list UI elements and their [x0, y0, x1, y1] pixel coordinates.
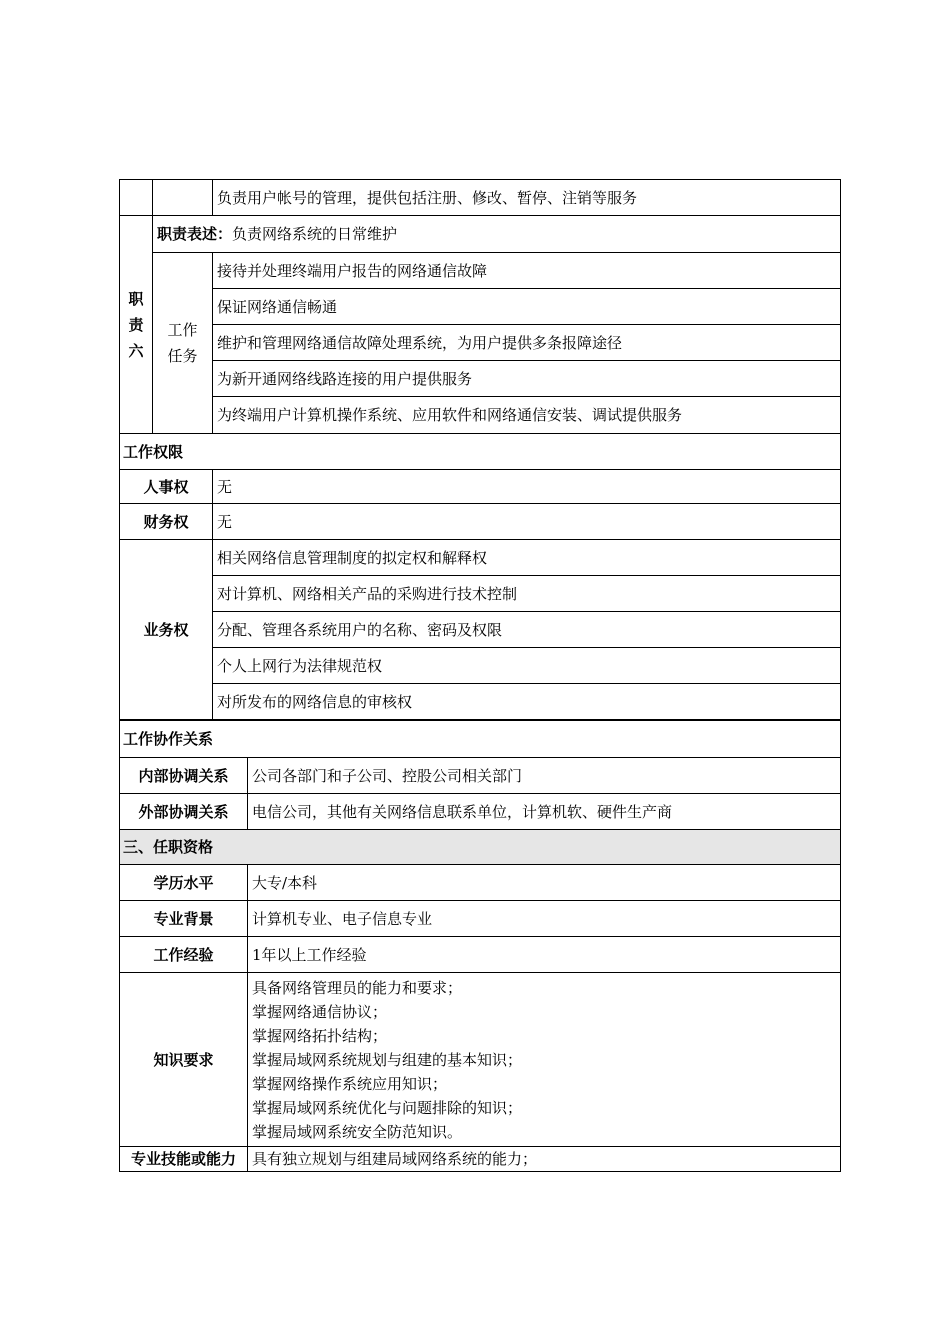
- internal-relations-value: 公司各部门和子公司、控股公司相关部门: [248, 758, 841, 794]
- qualifications-table: [119, 829, 841, 1172]
- duty-statement-label: 职责表述：: [157, 225, 233, 243]
- duty-six-table: [119, 179, 841, 434]
- internal-relations-label: 内部协调关系: [120, 758, 248, 794]
- skills-value: 具有独立规划与组建局域网络系统的能力；: [248, 1147, 841, 1172]
- work-task-5: 为终端用户计算机操作系统、应用软件和网络通信安装、调试提供服务: [213, 397, 841, 434]
- knowledge-label: 知识要求: [120, 973, 248, 1147]
- work-task-3: 维护和管理网络通信故障处理系统，为用户提供多条报障途径: [213, 325, 841, 361]
- business-authority-item-2: 对计算机、网络相关产品的采购进行技术控制: [213, 576, 841, 612]
- authority-table: [119, 433, 841, 720]
- duty-statement: [153, 216, 841, 253]
- external-relations-value: 电信公司，其他有关网络信息联系单位，计算机软、硬件生产商: [248, 794, 841, 830]
- duty-prev-sub-cell: [153, 180, 213, 216]
- duty-six-char-1: 职: [128, 289, 144, 308]
- experience-label: 工作经验: [120, 937, 248, 973]
- knowledge-item-6: 掌握局域网系统优化与问题排除的知识；: [252, 1098, 523, 1117]
- work-task-1: 接待并处理终端用户报告的网络通信故障: [213, 253, 841, 289]
- duty-prev-label-cell: [120, 180, 153, 216]
- work-task-label-line-2: 任务: [167, 347, 198, 365]
- finance-authority-label: 财务权: [120, 504, 213, 540]
- major-value: 计算机专业、电子信息专业: [248, 901, 841, 937]
- knowledge-item-1: 具备网络管理员的能力和要求；: [252, 978, 463, 997]
- qualifications-title: 三、任职资格: [120, 830, 841, 865]
- duty-six-char-3: 六: [128, 341, 144, 360]
- business-authority-label: 业务权: [120, 540, 213, 720]
- relations-table: [119, 720, 841, 830]
- work-task-label-line-1: 工作: [167, 321, 198, 339]
- business-authority-item-4: 个人上网行为法律规范权: [213, 648, 841, 684]
- work-task-label: [153, 253, 213, 434]
- authority-title: 工作权限: [120, 434, 841, 470]
- duty-six-label: [120, 216, 153, 434]
- knowledge-list: [248, 973, 841, 1147]
- business-authority-item-3: 分配、管理各系统用户的名称、密码及权限: [213, 612, 841, 648]
- duty-six-char-2: 责: [128, 315, 144, 334]
- business-authority-item-1: 相关网络信息管理制度的拟定权和解释权: [213, 540, 841, 576]
- education-value: 大专/本科: [248, 865, 841, 901]
- knowledge-item-2: 掌握网络通信协议；: [252, 1002, 388, 1021]
- knowledge-item-3: 掌握网络拓扑结构；: [252, 1026, 388, 1045]
- work-task-2: 保证网络通信畅通: [213, 289, 841, 325]
- education-label: 学历水平: [120, 865, 248, 901]
- personnel-authority-value: 无: [213, 470, 841, 504]
- knowledge-item-5: 掌握网络操作系统应用知识；: [252, 1074, 448, 1093]
- duty-prev-task: 负责用户帐号的管理，提供包括注册、修改、暂停、注销等服务: [213, 180, 841, 216]
- knowledge-item-4: 掌握局域网系统规划与组建的基本知识；: [252, 1050, 523, 1069]
- experience-value: 1年以上工作经验: [248, 937, 841, 973]
- skills-label: 专业技能或能力: [120, 1147, 248, 1172]
- knowledge-item-7: 掌握局域网系统安全防范知识。: [252, 1122, 463, 1141]
- relations-title: 工作协作关系: [120, 721, 841, 758]
- duty-statement-text: 负责网络系统的日常维护: [232, 225, 398, 243]
- finance-authority-value: 无: [213, 504, 841, 540]
- work-task-4: 为新开通网络线路连接的用户提供服务: [213, 361, 841, 397]
- external-relations-label: 外部协调关系: [120, 794, 248, 830]
- major-label: 专业背景: [120, 901, 248, 937]
- personnel-authority-label: 人事权: [120, 470, 213, 504]
- business-authority-item-5: 对所发布的网络信息的审核权: [213, 684, 841, 720]
